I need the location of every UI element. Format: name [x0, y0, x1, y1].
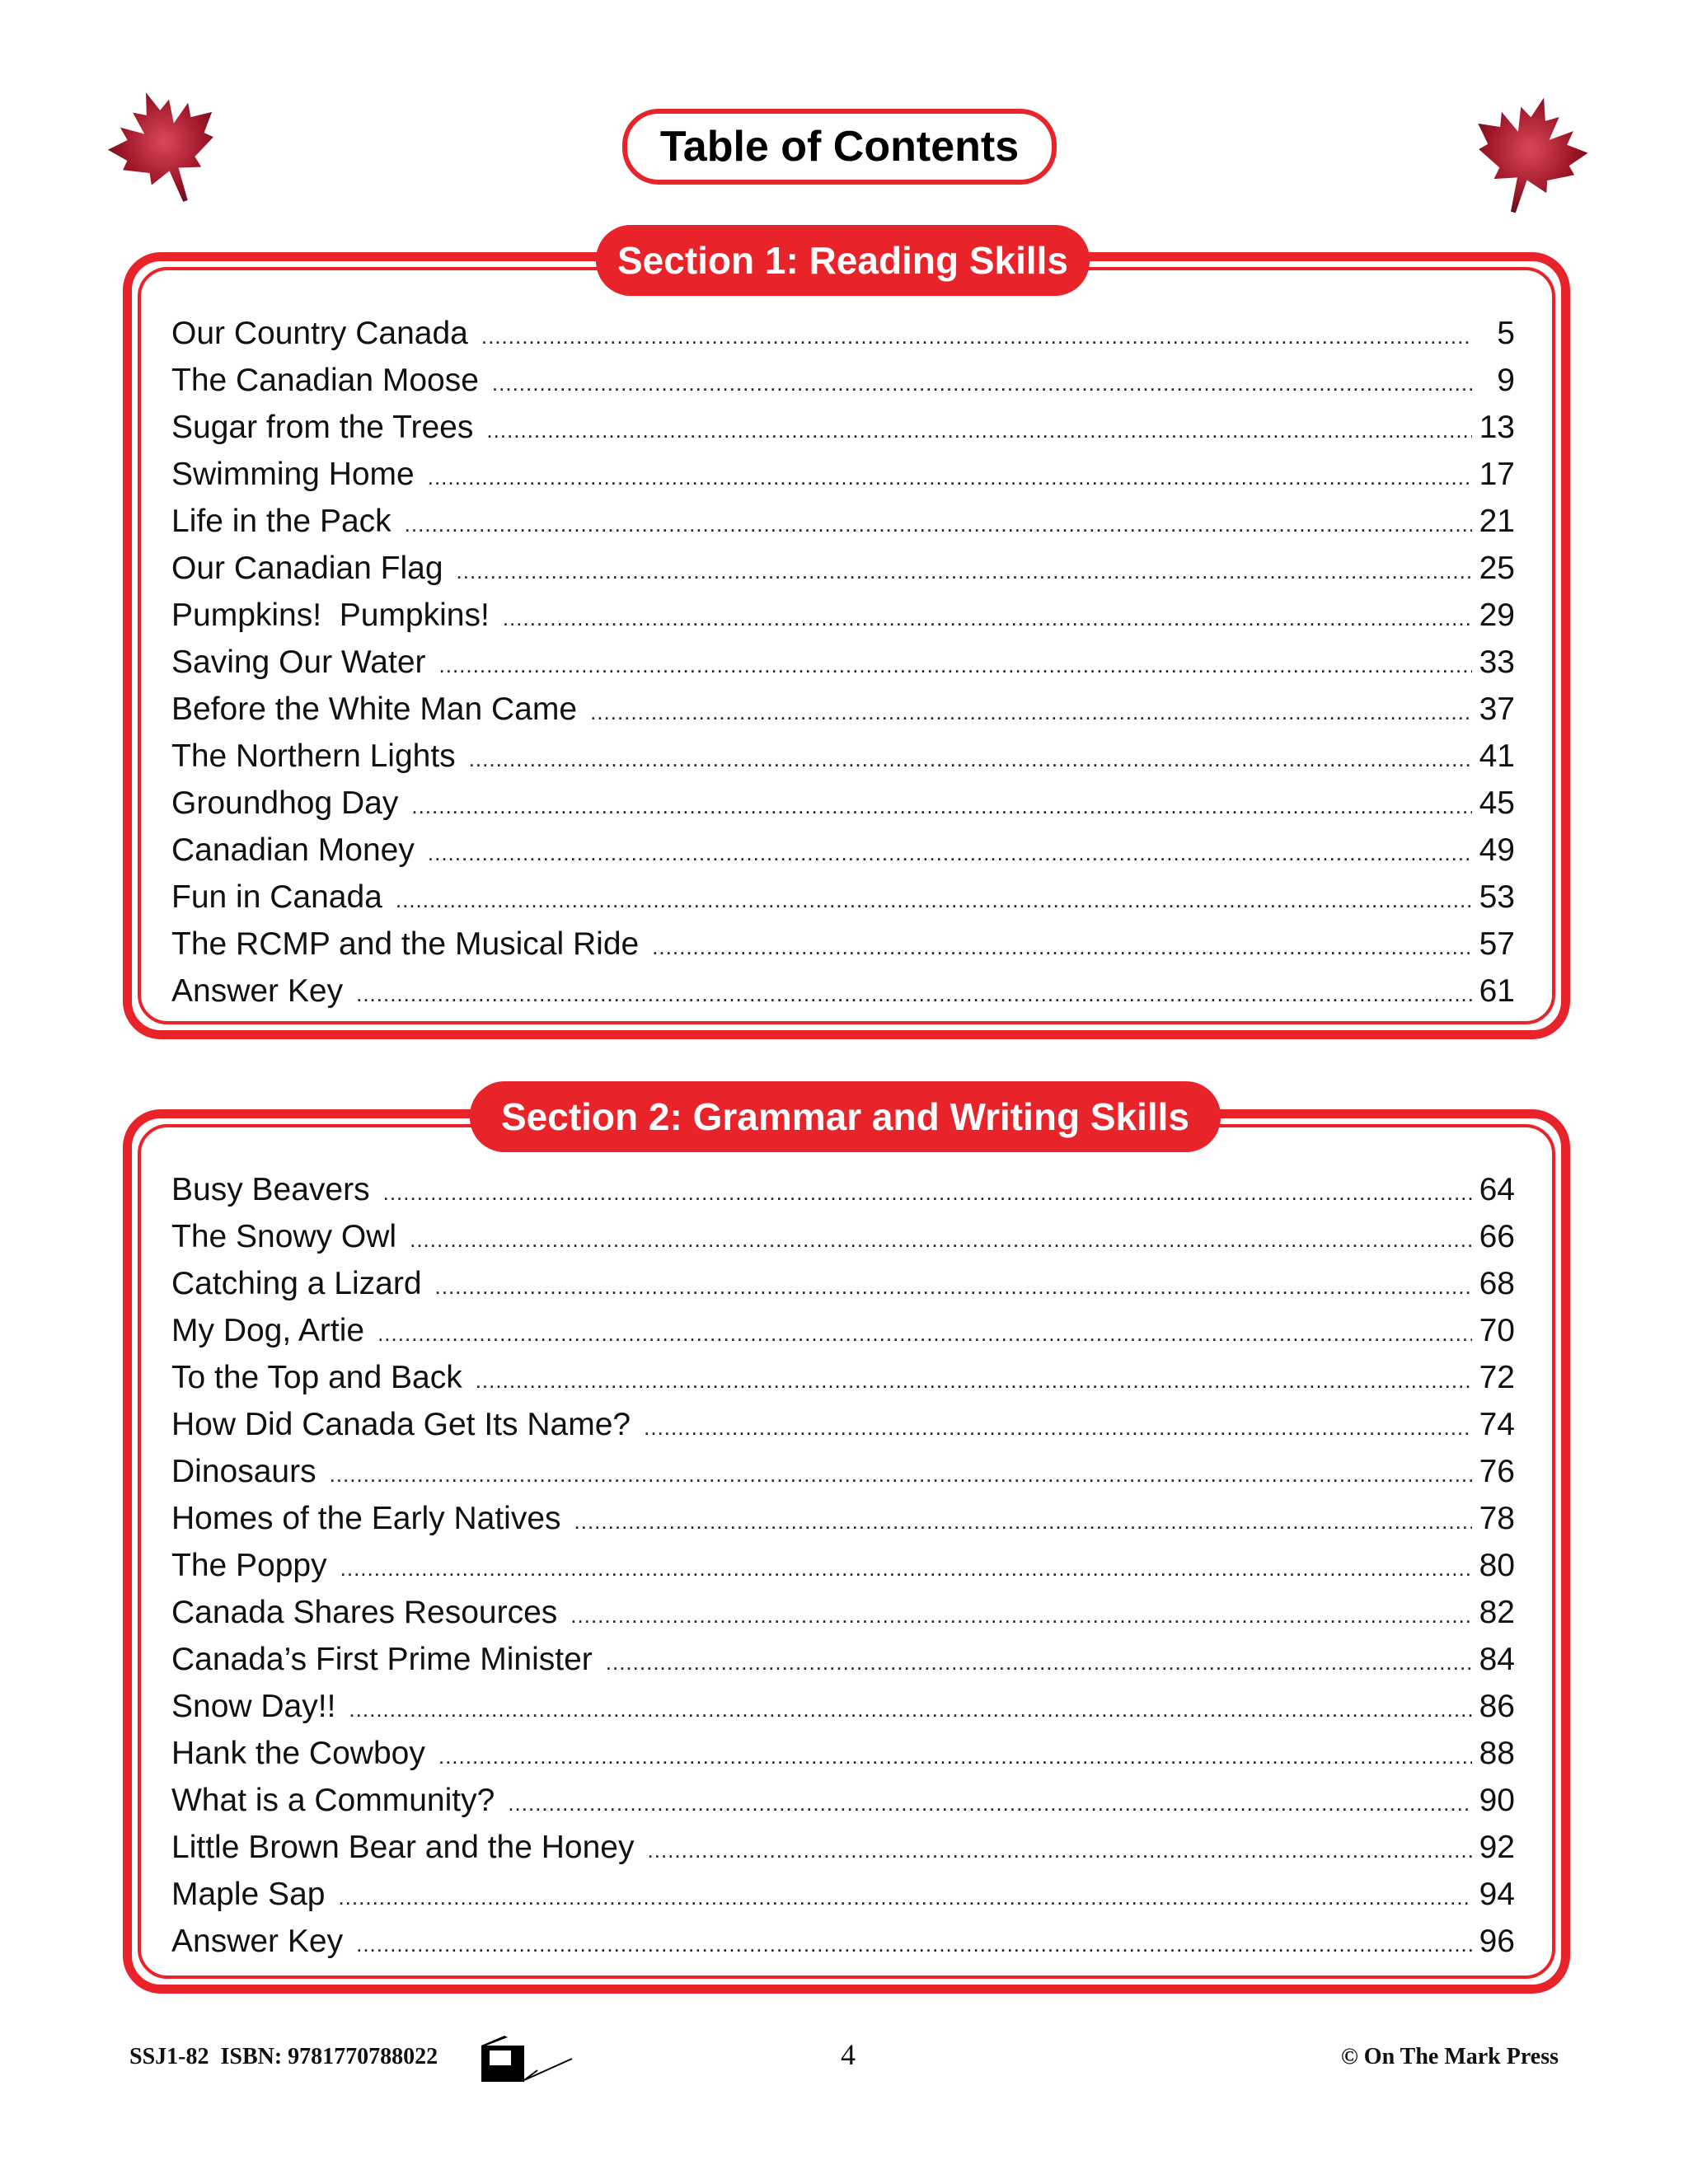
toc-entry: [171, 733, 1515, 780]
entry-title: Answer Key: [171, 973, 344, 1009]
dot-leader: [428, 454, 1472, 501]
entry-page: 78: [1479, 1501, 1515, 1536]
dot-leader: [405, 501, 1472, 548]
entry-title: Our Canadian Flag: [171, 551, 443, 586]
toc-entry: [171, 686, 1515, 733]
dot-leader: [590, 689, 1472, 736]
entry-page: 21: [1479, 504, 1515, 539]
section-heading: Section 2: Grammar and Writing Skills: [470, 1081, 1221, 1152]
entry-page: 33: [1479, 644, 1515, 680]
dot-leader: [652, 924, 1472, 971]
entry-title: The Poppy: [171, 1548, 327, 1583]
entry-page: 17: [1479, 457, 1515, 492]
entry-title: Snow Day!!: [171, 1689, 336, 1724]
toc-entry: [171, 1448, 1515, 1495]
entry-page: 90: [1479, 1783, 1515, 1818]
maple-leaf-icon: [81, 67, 251, 227]
toc-entry: [171, 874, 1515, 921]
entry-page: 94: [1479, 1877, 1515, 1912]
entry-page: 61: [1479, 973, 1515, 1009]
toc-list: [171, 310, 1515, 1015]
entry-title: Life in the Pack: [171, 504, 392, 539]
toc-entry: [171, 310, 1515, 357]
entry-title: Pumpkins! Pumpkins!: [171, 598, 490, 633]
entry-page: 9: [1497, 363, 1515, 398]
entry-title: Canada Shares Resources: [171, 1595, 558, 1630]
toc-entry: [171, 1777, 1515, 1824]
dot-leader: [457, 548, 1472, 595]
entry-title: Canada’s First Prime Minister: [171, 1642, 593, 1677]
entry-page: 66: [1479, 1219, 1515, 1254]
entry-page: 37: [1479, 691, 1515, 727]
entry-title: Little Brown Bear and the Honey: [171, 1830, 635, 1865]
dot-leader: [428, 830, 1472, 877]
entry-page: 25: [1479, 551, 1515, 586]
entry-title: My Dog, Artie: [171, 1313, 365, 1348]
entry-page: 29: [1479, 598, 1515, 633]
entry-title: Before the White Man Came: [171, 691, 578, 727]
dot-leader: [476, 1357, 1472, 1404]
entry-title: The Northern Lights: [171, 738, 456, 774]
entry-page: 57: [1479, 926, 1515, 962]
entry-page: 72: [1479, 1360, 1515, 1395]
entry-title: Homes of the Early Natives: [171, 1501, 561, 1536]
entry-title: Sugar from the Trees: [171, 410, 474, 445]
maple-leaf-icon: [1448, 78, 1608, 232]
entry-title: Fun in Canada: [171, 879, 382, 915]
section-heading: Section 1: Reading Skills: [596, 225, 1090, 296]
toc-entry: [171, 357, 1515, 404]
dot-leader: [411, 783, 1472, 830]
toc-entry: [171, 1683, 1515, 1730]
dot-leader: [570, 1592, 1472, 1639]
entry-title: The RCMP and the Musical Ride: [171, 926, 640, 962]
entry-title: Catching a Lizard: [171, 1266, 422, 1301]
toc-entry: [171, 592, 1515, 639]
toc-entry: [171, 1213, 1515, 1260]
dot-leader: [648, 1827, 1472, 1874]
entry-page: 53: [1479, 879, 1515, 915]
entry-title: Dinosaurs: [171, 1454, 316, 1489]
entry-title: Answer Key: [171, 1924, 344, 1959]
toc-entry: [171, 780, 1515, 827]
dot-leader: [606, 1639, 1472, 1686]
entry-page: 13: [1479, 410, 1515, 445]
toc-entry: [171, 1307, 1515, 1354]
toc-entry: [171, 1589, 1515, 1636]
toc-entry: [171, 1354, 1515, 1401]
dot-leader: [377, 1310, 1472, 1357]
dot-leader: [356, 971, 1472, 1018]
entry-title: What is a Community?: [171, 1783, 495, 1818]
entry-title: Our Country Canada: [171, 316, 468, 351]
entry-page: 5: [1497, 316, 1515, 351]
entry-title: The Snowy Owl: [171, 1219, 397, 1254]
dot-leader: [644, 1404, 1472, 1451]
toc-entry: [171, 1401, 1515, 1448]
entry-title: To the Top and Back: [171, 1360, 462, 1395]
dot-leader: [508, 1780, 1472, 1827]
entry-page: 70: [1479, 1313, 1515, 1348]
toc-entry: [171, 545, 1515, 592]
toc-entry: [171, 1918, 1515, 1965]
copyright: © On The Mark Press: [1340, 2044, 1559, 2069]
entry-title: Swimming Home: [171, 457, 415, 492]
entry-page: 68: [1479, 1266, 1515, 1301]
dot-leader: [503, 595, 1472, 642]
entry-page: 82: [1479, 1595, 1515, 1630]
entry-title: Busy Beavers: [171, 1172, 370, 1207]
toc-entry: [171, 827, 1515, 874]
dot-leader: [492, 360, 1472, 407]
dot-leader: [330, 1451, 1472, 1498]
page-title: Table of Contents: [622, 109, 1057, 185]
toc-entry: [171, 451, 1515, 498]
entry-title: Hank the Cowboy: [171, 1736, 425, 1771]
dot-leader: [486, 407, 1472, 454]
dot-leader: [340, 1545, 1472, 1592]
entry-title: How Did Canada Get Its Name?: [171, 1407, 631, 1442]
toc-entry: [171, 1166, 1515, 1213]
toc-entry: [171, 968, 1515, 1015]
entry-page: 80: [1479, 1548, 1515, 1583]
entry-page: 96: [1479, 1924, 1515, 1959]
toc-entry: [171, 1495, 1515, 1542]
toc-entry: [171, 1260, 1515, 1307]
entry-page: 49: [1479, 832, 1515, 868]
toc-list: [171, 1166, 1515, 1965]
entry-title: Maple Sap: [171, 1877, 326, 1912]
dot-leader: [435, 1263, 1472, 1310]
toc-entry: [171, 404, 1515, 451]
toc-entry: [171, 1824, 1515, 1871]
toc-entry: [171, 1636, 1515, 1683]
entry-title: Canadian Money: [171, 832, 415, 868]
toc-entry: [171, 498, 1515, 545]
entry-title: Groundhog Day: [171, 785, 399, 821]
dot-leader: [438, 1733, 1472, 1780]
dot-leader: [481, 313, 1472, 360]
dot-leader: [349, 1686, 1472, 1733]
dot-leader: [439, 642, 1473, 689]
dot-leader: [383, 1169, 1472, 1216]
photocopier-icon: [480, 2034, 575, 2082]
entry-page: 92: [1479, 1830, 1515, 1865]
dot-leader: [469, 736, 1472, 783]
page-number: 4: [841, 2038, 856, 2071]
dot-leader: [574, 1498, 1472, 1545]
toc-entry: [171, 1730, 1515, 1777]
entry-page: 45: [1479, 785, 1515, 821]
entry-page: 88: [1479, 1736, 1515, 1771]
dot-leader: [410, 1216, 1472, 1263]
footer-code: SSJ1-82 ISBN: 9781770788022: [129, 2044, 438, 2069]
entry-page: 64: [1479, 1172, 1515, 1207]
entry-title: The Canadian Moose: [171, 363, 479, 398]
dot-leader: [338, 1874, 1472, 1921]
entry-page: 74: [1479, 1407, 1515, 1442]
toc-entry: [171, 639, 1515, 686]
entry-page: 86: [1479, 1689, 1515, 1724]
entry-title: Saving Our Water: [171, 644, 426, 680]
dot-leader: [396, 877, 1472, 924]
dot-leader: [356, 1921, 1472, 1968]
entry-page: 84: [1479, 1642, 1515, 1677]
entry-page: 41: [1479, 738, 1515, 774]
entry-page: 76: [1479, 1454, 1515, 1489]
toc-entry: [171, 1542, 1515, 1589]
toc-entry: [171, 921, 1515, 968]
toc-entry: [171, 1871, 1515, 1918]
